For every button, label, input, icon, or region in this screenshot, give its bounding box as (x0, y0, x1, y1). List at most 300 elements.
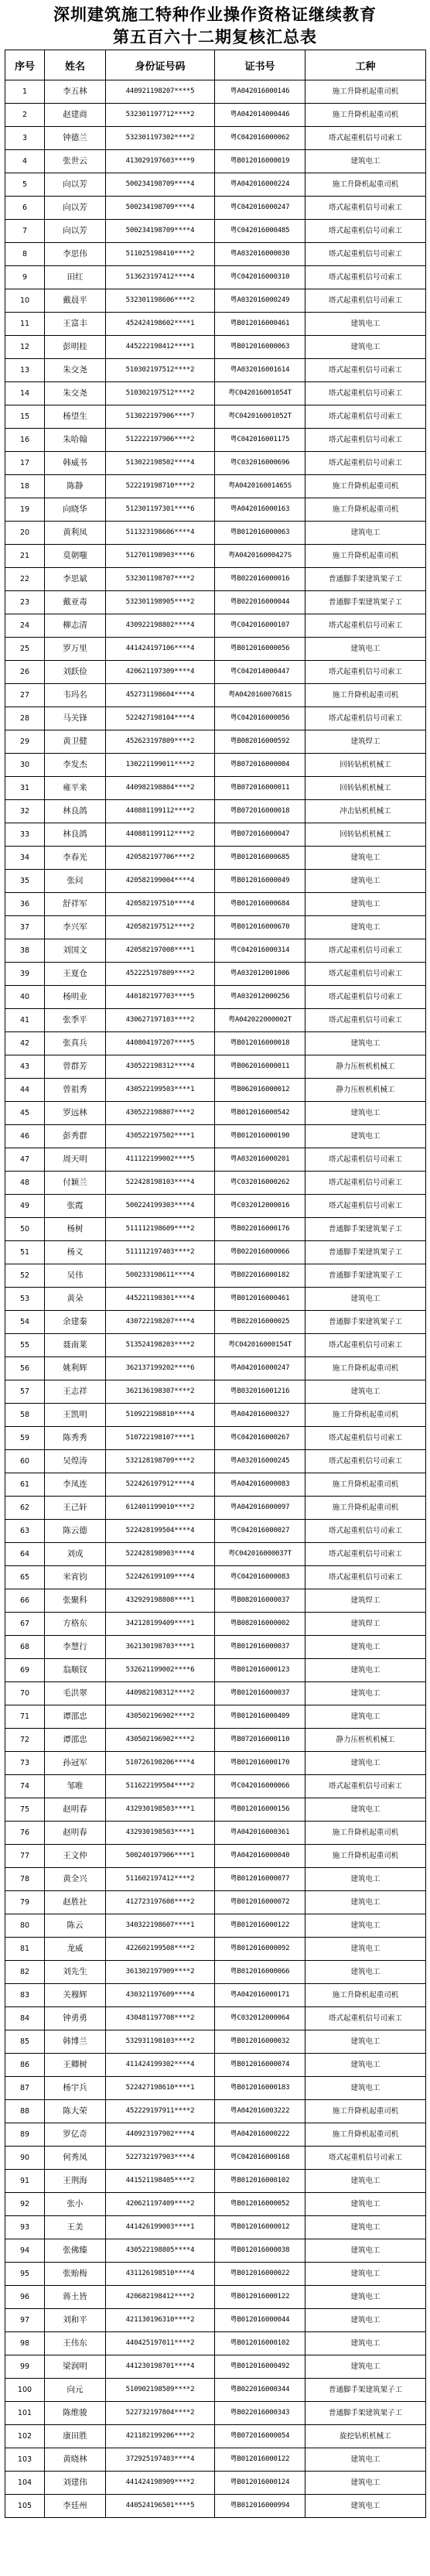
cell-id-number: 532621199002****6 (106, 1659, 215, 1682)
cell-trade: 建筑电工 (305, 2216, 426, 2239)
cell-name: 朱哈翰 (45, 429, 106, 452)
cell-id-number: 440921198207****5 (106, 80, 215, 104)
cell-certificate-number: 粤A042016000146 (215, 80, 305, 104)
cell-id-number: 511622199504****2 (106, 1775, 215, 1798)
cell-trade: 塔式起重机信号司索工 (305, 2007, 426, 2030)
cell-trade: 建筑电工 (305, 1125, 426, 1148)
cell-name: 梁润明 (45, 2355, 106, 2379)
cell-trade: 建筑电工 (305, 1891, 426, 1914)
cell-name: 田红 (45, 266, 106, 289)
cell-certificate-number: 粤B012016000049 (215, 870, 305, 893)
cell-name: 邹唯 (45, 1775, 106, 1798)
cell-id-number: 452225197809****2 (106, 963, 215, 986)
cell-serial: 32 (5, 800, 45, 823)
cell-serial: 39 (5, 963, 45, 986)
cell-serial: 50 (5, 1218, 45, 1241)
table-row (5, 963, 426, 986)
cell-trade: 塔式起重机信号司索工 (305, 661, 426, 684)
table-row (5, 2309, 426, 2332)
cell-serial: 3 (5, 127, 45, 150)
cell-certificate-number: 粤B012016000038 (215, 2239, 305, 2263)
cell-certificate-number: 粤B062016000011 (215, 1055, 305, 1079)
cell-trade: 普通脚手架建筑架子工 (305, 1311, 426, 1334)
cell-name: 刘成 (45, 1543, 106, 1566)
cell-serial: 76 (5, 1822, 45, 1845)
cell-serial: 2 (5, 104, 45, 127)
table-row (5, 498, 426, 522)
cell-serial: 88 (5, 2100, 45, 2123)
table-row (5, 1914, 426, 1938)
table-row (5, 2030, 426, 2054)
cell-certificate-number: 粤B082016000037 (215, 1589, 305, 1613)
cell-certificate-number: 粤B022016000066 (215, 1241, 305, 1264)
cell-serial: 58 (5, 1404, 45, 1427)
cell-id-number: 532931198103****2 (106, 2030, 215, 2054)
cell-trade: 普通脚手架建筑架子工 (305, 1264, 426, 1288)
cell-id-number: 440524196501****5 (106, 2495, 215, 2518)
cell-serial: 87 (5, 2077, 45, 2100)
cell-id-number: 511323198606****4 (106, 522, 215, 545)
table-row (5, 1961, 426, 1984)
table-row (5, 1172, 426, 1195)
cell-id-number: 512222197906****2 (106, 429, 215, 452)
table-row (5, 1450, 426, 1473)
table-row (5, 2170, 426, 2193)
cell-trade: 施工升降机起重司机 (305, 475, 426, 498)
table-row (5, 1822, 426, 1845)
cell-serial: 66 (5, 1589, 45, 1613)
cell-serial: 60 (5, 1450, 45, 1473)
cell-name: 张世云 (45, 150, 106, 173)
cell-certificate-number: 粤B072016000004 (215, 754, 305, 777)
cell-trade: 建筑电工 (305, 2495, 426, 2518)
cell-certificate-number: 粤A042016000163 (215, 498, 305, 522)
cell-certificate-number: 粤C042016000083 (215, 1566, 305, 1589)
cell-serial: 25 (5, 638, 45, 661)
cell-trade: 塔式起重机信号司索工 (305, 429, 426, 452)
cell-certificate-number: 粤B012016000461 (215, 1288, 305, 1311)
cell-trade: 建筑电工 (305, 1705, 426, 1729)
table-row (5, 1102, 426, 1125)
table-row (5, 800, 426, 823)
cell-trade: 普通脚手架建筑架子工 (305, 1241, 426, 1264)
cell-id-number: 500234198709****4 (106, 220, 215, 243)
cell-trade: 建筑电工 (305, 336, 426, 359)
cell-id-number: 440804197207****5 (106, 1032, 215, 1055)
cell-id-number: 420582197008****1 (106, 939, 215, 963)
cell-id-number: 440881199112****2 (106, 800, 215, 823)
table-row (5, 1845, 426, 1868)
cell-certificate-number: 粤C042016000314 (215, 939, 305, 963)
cell-id-number: 440982198804****2 (106, 777, 215, 800)
cell-certificate-number: 粤B012016000122 (215, 2286, 305, 2309)
cell-trade: 建筑电工 (305, 2286, 426, 2309)
cell-id-number: 441521198405****2 (106, 2170, 215, 2193)
cell-name: 陈维骏 (45, 2402, 106, 2425)
cell-certificate-number: 粤B012016000032 (215, 2030, 305, 2054)
cell-name: 谭邵忠 (45, 1729, 106, 1752)
cell-certificate-number: 粤C032012000064 (215, 2007, 305, 2030)
cell-trade: 建筑电工 (305, 1032, 426, 1055)
cell-name: 戴晨平 (45, 289, 106, 313)
cell-id-number: 522428198903****4 (106, 1543, 215, 1566)
table-row (5, 1636, 426, 1659)
table-row (5, 104, 426, 127)
cell-id-number: 511025198410****2 (106, 243, 215, 266)
table-row (5, 2007, 426, 2030)
cell-id-number: 441424198909****2 (106, 2472, 215, 2495)
cell-serial: 16 (5, 429, 45, 452)
cell-id-number: 430502196902****2 (106, 1705, 215, 1729)
cell-id-number: 532128198709****2 (106, 1450, 215, 1473)
cell-id-number: 411424199302****4 (106, 2054, 215, 2077)
cell-certificate-number: 粤B062016000012 (215, 1079, 305, 1102)
table-row (5, 939, 426, 963)
cell-serial: 51 (5, 1241, 45, 1264)
cell-certificate-number: 粤B012016000170 (215, 1752, 305, 1775)
table-row (5, 2379, 426, 2402)
cell-id-number: 432930198503****1 (106, 1822, 215, 1845)
cell-name: 刘国文 (45, 939, 106, 963)
cell-id-number: 522427198104****4 (106, 707, 215, 730)
cell-serial: 28 (5, 707, 45, 730)
cell-name: 向以芳 (45, 197, 106, 220)
cell-serial: 72 (5, 1729, 45, 1752)
cell-trade: 建筑电工 (305, 1102, 426, 1125)
cell-name: 向以芳 (45, 220, 106, 243)
cell-id-number: 512301197301****6 (106, 498, 215, 522)
cell-name: 蒋土皆 (45, 2286, 106, 2309)
cell-id-number: 420582197706****2 (106, 847, 215, 870)
cell-name: 王凯明 (45, 1404, 106, 1427)
table-row (5, 359, 426, 382)
cell-serial: 46 (5, 1125, 45, 1148)
cell-id-number: 421182199206****2 (106, 2425, 215, 2448)
cell-trade: 建筑电工 (305, 2170, 426, 2193)
cell-trade: 建筑电工 (305, 2030, 426, 2054)
cell-serial: 45 (5, 1102, 45, 1125)
cell-certificate-number: 粤B072016000018 (215, 800, 305, 823)
cell-trade: 静力压桩机机械工 (305, 1729, 426, 1752)
cell-name: 朱交尧 (45, 359, 106, 382)
table-row (5, 730, 426, 754)
cell-id-number: 430502196902****2 (106, 1729, 215, 1752)
cell-serial: 41 (5, 1009, 45, 1032)
cell-id-number: 430522197502****1 (106, 1125, 215, 1148)
cell-id-number: 362130198703****1 (106, 1636, 215, 1659)
cell-name: 张佛臻 (45, 2239, 106, 2263)
cell-serial: 103 (5, 2448, 45, 2472)
cell-name: 李兴军 (45, 916, 106, 939)
cell-certificate-number: 粤A042016000247 (215, 1357, 305, 1380)
cell-trade: 建筑电工 (305, 2263, 426, 2286)
cell-certificate-number: 粤B022016000044 (215, 591, 305, 614)
cell-trade: 建筑电工 (305, 2472, 426, 2495)
cell-serial: 69 (5, 1659, 45, 1682)
cell-trade: 回转钻机机械工 (305, 777, 426, 800)
cell-name: 付颖兰 (45, 1172, 106, 1195)
cell-name: 杨望生 (45, 405, 106, 429)
header-certificate-number: 证书号 (215, 50, 305, 80)
cell-certificate-number: 粤C042016000247 (215, 197, 305, 220)
cell-certificate-number: 粤B012016000409 (215, 1705, 305, 1729)
cell-name: 向晓华 (45, 498, 106, 522)
cell-serial: 73 (5, 1752, 45, 1775)
cell-certificate-number: 粤A032012001006 (215, 963, 305, 986)
cell-trade: 塔式起重机信号司索工 (305, 1543, 426, 1566)
cell-certificate-number: 粤B012016000077 (215, 1868, 305, 1891)
cell-name: 钟勇勇 (45, 2007, 106, 2030)
cell-serial: 27 (5, 684, 45, 707)
cell-certificate-number: 粤A042016000171 (215, 1984, 305, 2007)
cell-id-number: 452731198604****4 (106, 684, 215, 707)
cell-name: 王美 (45, 2216, 106, 2239)
cell-certificate-number: 粤B012016000122 (215, 1914, 305, 1938)
table-row (5, 2495, 426, 2518)
cell-id-number: 452229197911****2 (106, 2100, 215, 2123)
cell-name: 王荆海 (45, 2170, 106, 2193)
cell-certificate-number: 粤A042016000222 (215, 2123, 305, 2147)
table-row (5, 1218, 426, 1241)
cell-name: 余建秦 (45, 1311, 106, 1334)
table-row (5, 893, 426, 916)
cell-trade: 建筑电工 (305, 522, 426, 545)
cell-trade: 塔式起重机信号司索工 (305, 1450, 426, 1473)
cell-certificate-number: 粤B022016000344 (215, 2379, 305, 2402)
cell-name: 罗远林 (45, 1102, 106, 1125)
cell-name: 张贻梅 (45, 2263, 106, 2286)
cell-serial: 1 (5, 80, 45, 104)
table-row (5, 1357, 426, 1380)
header-trade: 工种 (305, 50, 426, 80)
cell-name: 李思斌 (45, 568, 106, 591)
cell-certificate-number: 粤A042016000040 (215, 1845, 305, 1868)
cell-trade: 塔式起重机信号司索工 (305, 452, 426, 475)
cell-certificate-number: 粤C042016000267 (215, 1427, 305, 1450)
table-row (5, 638, 426, 661)
cell-certificate-number: 粤B012016000994 (215, 2495, 305, 2518)
cell-certificate-number: 粤C042016000154T (215, 1334, 305, 1357)
cell-serial: 78 (5, 1868, 45, 1891)
cell-id-number: 522428199504****4 (106, 1520, 215, 1543)
cell-name: 黄卫健 (45, 730, 106, 754)
cell-id-number: 441424197106****4 (106, 638, 215, 661)
title-line-1: 深圳建筑施工特种作业操作资格证继续教育 (53, 5, 377, 24)
cell-id-number: 445222198412****1 (106, 336, 215, 359)
cell-serial: 55 (5, 1334, 45, 1357)
cell-certificate-number: 粤B012016000492 (215, 2355, 305, 2379)
cell-trade: 塔式起重机信号司索工 (305, 1172, 426, 1195)
cell-certificate-number: 粤C042016000062 (215, 127, 305, 150)
cell-serial: 79 (5, 1891, 45, 1914)
table-row (5, 1311, 426, 1334)
cell-serial: 44 (5, 1079, 45, 1102)
table-row (5, 777, 426, 800)
cell-certificate-number: 粤A042016007681S (215, 684, 305, 707)
cell-certificate-number: 粤A042016000327 (215, 1404, 305, 1427)
cell-trade: 塔式起重机信号司索工 (305, 405, 426, 429)
cell-serial: 7 (5, 220, 45, 243)
cell-trade: 建筑焊工 (305, 1613, 426, 1636)
cell-name: 曾群芳 (45, 1055, 106, 1079)
cell-trade: 普通脚手架建筑架子工 (305, 2402, 426, 2425)
cell-id-number: 500233198611****4 (106, 1264, 215, 1288)
table-row (5, 266, 426, 289)
table-row (5, 382, 426, 405)
cell-trade: 普通脚手架建筑架子工 (305, 591, 426, 614)
cell-serial: 9 (5, 266, 45, 289)
table-row (5, 2100, 426, 2123)
table-row (5, 847, 426, 870)
table-row (5, 1148, 426, 1172)
cell-id-number: 522219198710****2 (106, 475, 215, 498)
cell-name: 王伟东 (45, 2332, 106, 2355)
cell-serial: 57 (5, 1380, 45, 1404)
cell-name: 李凤连 (45, 1473, 106, 1497)
cell-id-number: 372925197403****4 (106, 2448, 215, 2472)
cell-serial: 86 (5, 2054, 45, 2077)
cell-certificate-number: 粤C042016000056 (215, 707, 305, 730)
cell-id-number: 420621197409****2 (106, 2193, 215, 2216)
cell-id-number: 452623197809****2 (106, 730, 215, 754)
table-row (5, 1705, 426, 1729)
table-row (5, 289, 426, 313)
cell-name: 钟德兰 (45, 127, 106, 150)
cell-name: 杨树 (45, 1218, 106, 1241)
cell-id-number: 510902198509****2 (106, 2379, 215, 2402)
cell-trade: 建筑电工 (305, 1380, 426, 1404)
cell-trade: 建筑电工 (305, 2355, 426, 2379)
cell-name: 王志祥 (45, 1380, 106, 1404)
cell-name: 李春光 (45, 847, 106, 870)
cell-trade: 建筑焊工 (305, 730, 426, 754)
table-row (5, 916, 426, 939)
cell-certificate-number: 粤B012016000542 (215, 1102, 305, 1125)
cell-certificate-number: 粤C042016000107 (215, 614, 305, 638)
cell-id-number: 522732197903****4 (106, 2147, 215, 2170)
cell-trade: 建筑电工 (305, 2193, 426, 2216)
cell-serial: 30 (5, 754, 45, 777)
cell-trade: 建筑电工 (305, 150, 426, 173)
cell-id-number: 532301197302****2 (106, 127, 215, 150)
cell-id-number: 432930198503****1 (106, 1798, 215, 1822)
cell-name: 张霞 (45, 1195, 106, 1218)
table-row (5, 1984, 426, 2007)
cell-name: 吴伟 (45, 1264, 106, 1288)
cell-serial: 48 (5, 1172, 45, 1195)
cell-trade: 建筑电工 (305, 2077, 426, 2100)
cell-trade: 建筑焊工 (305, 1589, 426, 1613)
table-row (5, 2286, 426, 2309)
cell-trade: 建筑电工 (305, 1868, 426, 1891)
cell-serial: 29 (5, 730, 45, 754)
table-row (5, 405, 426, 429)
cell-serial: 94 (5, 2239, 45, 2263)
cell-name: 陈云 (45, 1914, 106, 1938)
table-row (5, 1497, 426, 1520)
cell-name: 曾祖秀 (45, 1079, 106, 1102)
cell-name: 龙威 (45, 1938, 106, 1961)
cell-trade: 塔式起重机信号司索工 (305, 1334, 426, 1357)
cell-serial: 43 (5, 1055, 45, 1079)
cell-name: 黄利凤 (45, 522, 106, 545)
cell-serial: 68 (5, 1636, 45, 1659)
cell-id-number: 440982198312****2 (106, 1682, 215, 1705)
cell-serial: 75 (5, 1798, 45, 1822)
cell-certificate-number: 粤B012016000670 (215, 916, 305, 939)
cell-serial: 96 (5, 2286, 45, 2309)
cell-name: 张季平 (45, 1009, 106, 1032)
cell-trade: 建筑电工 (305, 638, 426, 661)
cell-trade: 塔式起重机信号司索工 (305, 359, 426, 382)
header-serial: 序号 (5, 50, 45, 80)
cell-trade: 建筑电工 (305, 2054, 426, 2077)
cell-name: 柳志清 (45, 614, 106, 638)
table-row (5, 1195, 426, 1218)
cell-serial: 40 (5, 986, 45, 1009)
cell-name: 米宵钧 (45, 1566, 106, 1589)
table-row (5, 1729, 426, 1752)
cell-serial: 102 (5, 2425, 45, 2448)
table-row (5, 2263, 426, 2286)
cell-trade: 施工升降机起重司机 (305, 1822, 426, 1845)
table-row (5, 197, 426, 220)
cell-name: 刘建伟 (45, 2472, 106, 2495)
cell-trade: 普通脚手架建筑架子工 (305, 1218, 426, 1241)
cell-id-number: 500240197906****1 (106, 1845, 215, 1868)
cell-trade: 建筑电工 (305, 2309, 426, 2332)
cell-id-number: 430321197609****4 (106, 1984, 215, 2007)
table-row (5, 1473, 426, 1497)
cell-certificate-number: 粤B012016000190 (215, 1125, 305, 1148)
cell-trade: 塔式起重机信号司索工 (305, 939, 426, 963)
cell-id-number: 522427198610****1 (106, 2077, 215, 2100)
cell-certificate-number: 粤B012016000156 (215, 1798, 305, 1822)
cell-name: 黄全兴 (45, 1868, 106, 1891)
cell-serial: 92 (5, 2193, 45, 2216)
cell-name: 赵明春 (45, 1822, 106, 1845)
cell-id-number: 510302197512****2 (106, 382, 215, 405)
cell-certificate-number: 粤B072016000054 (215, 2425, 305, 2448)
cell-serial: 83 (5, 1984, 45, 2007)
cell-trade: 建筑电工 (305, 847, 426, 870)
cell-certificate-number: 粤C032016000262 (215, 1172, 305, 1195)
cell-id-number: 362137199202****6 (106, 1357, 215, 1380)
cell-id-number: 420582199004****4 (106, 870, 215, 893)
roster-table (5, 50, 426, 2518)
cell-id-number: 510722198107****1 (106, 1427, 215, 1450)
cell-id-number: 513524198203****2 (106, 1334, 215, 1357)
cell-id-number: 420582197512****2 (106, 916, 215, 939)
table-row (5, 173, 426, 197)
cell-id-number: 430522198312****4 (106, 1055, 215, 1079)
cell-trade: 建筑电工 (305, 1961, 426, 1984)
cell-trade: 建筑电工 (305, 1914, 426, 1938)
cell-trade: 塔式起重机信号司索工 (305, 220, 426, 243)
cell-name: 刘先生 (45, 1961, 106, 1984)
cell-certificate-number: 粤C042016000037T (215, 1543, 305, 1566)
cell-certificate-number: 粤B012016000092 (215, 1938, 305, 1961)
cell-trade: 塔式起重机信号司索工 (305, 986, 426, 1009)
cell-serial: 98 (5, 2332, 45, 2355)
cell-id-number: 420582197510****4 (106, 893, 215, 916)
cell-certificate-number: 粤B012016000123 (215, 1659, 305, 1682)
cell-name: 谭邵忠 (45, 1705, 106, 1729)
cell-name: 王卿树 (45, 2054, 106, 2077)
cell-certificate-number: 粤B012016000072 (215, 1891, 305, 1914)
cell-serial: 63 (5, 1520, 45, 1543)
cell-name: 刘跃俭 (45, 661, 106, 684)
